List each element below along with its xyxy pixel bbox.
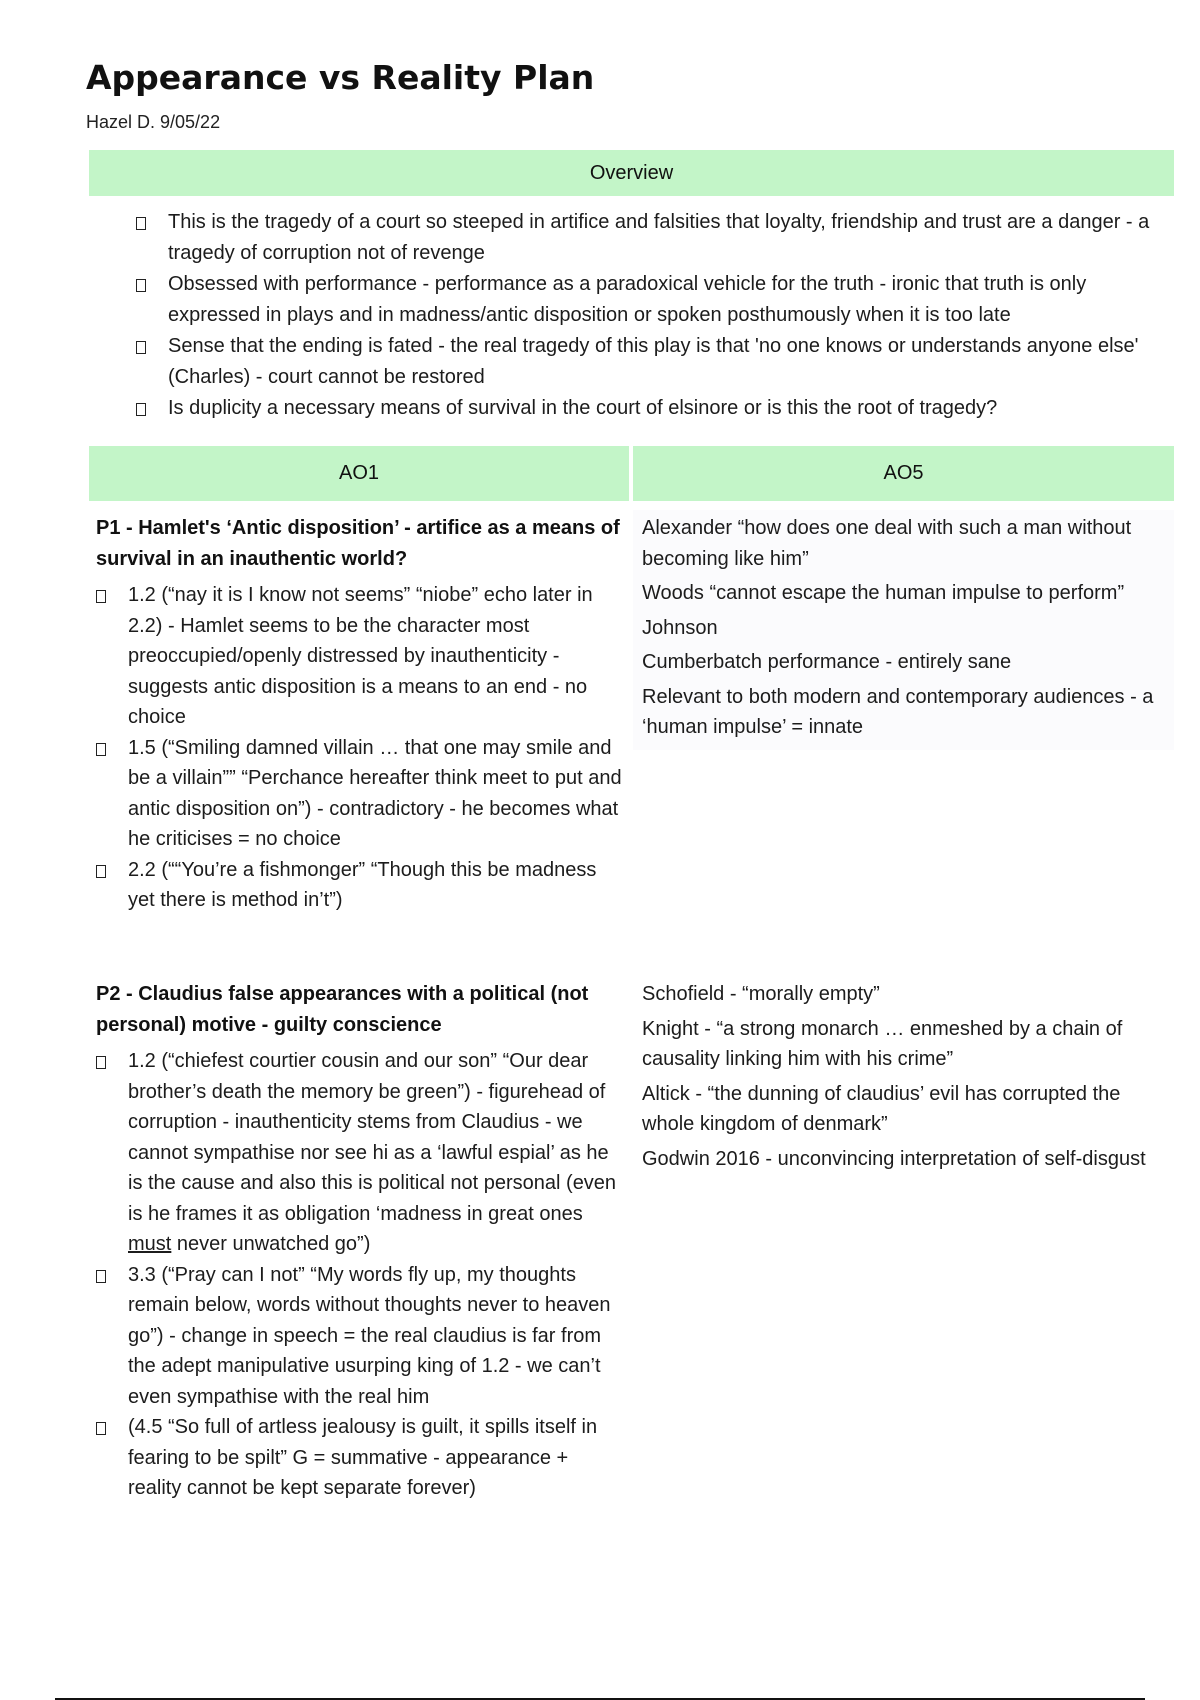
- author-date: Hazel D. 9/05/22: [86, 112, 221, 132]
- p1-point-text: 2.2 (““You’re a fishmonger” “Though this be madness yet there is method in’t”): [128, 858, 597, 911]
- page-title: Appearance vs Reality Plan: [86, 58, 595, 97]
- list-item: [96, 733, 626, 855]
- checkbox-icon: [136, 341, 146, 354]
- list-item: [96, 1260, 626, 1413]
- p2-ao1-cell: [96, 979, 626, 1504]
- list-item: [96, 580, 626, 733]
- p2-points: [96, 1046, 626, 1504]
- checkbox-icon: [136, 217, 146, 230]
- p2-heading: P2 - Claudius false appearances with a political (not personal) motive - guilty conscience: [96, 983, 589, 1036]
- critic-quote: Schofield - “morally empty”: [642, 983, 880, 1005]
- p1-ao5-cell: [642, 513, 1172, 747]
- critic-quote: Godwin 2016 - unconvincing interpretation of self-disgust: [642, 1147, 1146, 1170]
- p2-point-text: 3.3 (“Pray can I not” “My words fly up, my thoughts remain below, words without thoughts never to heaven go”) - change in speech = the real claudius is far from the adept manipulative usurping king of 1.2 - we can’t even sympathise with the real him: [128, 1263, 611, 1408]
- checkbox-icon: [96, 1270, 106, 1283]
- p1-point-text: 1.5 (“Smiling damned villain … that one may smile and be a villain”” “Perchance hereafter think meet to put and antic disposition on”) - contradictory - he becomes what he criticises = no choice: [128, 736, 622, 850]
- critic-quote: Cumberbatch performance - entirely sane: [642, 651, 1012, 673]
- underlined-word: must: [128, 1233, 172, 1255]
- checkbox-icon: [136, 279, 146, 292]
- checkbox-icon: [96, 590, 106, 603]
- ao1-column-heading: AO1: [89, 446, 629, 501]
- critic-quote: Altick - “the dunning of claudius’ evil has corrupted the whole kingdom of denmark”: [642, 1082, 1121, 1135]
- list-item: [136, 207, 1176, 268]
- p2-point-text: 1.2 (“chiefest courtier cousin and our son” “Our dear brother’s death the memory be green”) - figurehead of corruption - inauthenticity stems from Claudius - we cannot sympathise nor see hi as a ‘lawful espial’ as he is the cause and also this is political not personal (even is he frames it as obligation ‘madness in great ones: [128, 1050, 617, 1225]
- overview-list: [136, 207, 1176, 425]
- p1-ao1-cell: [96, 513, 626, 916]
- overview-point-text: This is the tragedy of a court so steeped in artifice and falsities that loyalty, friendship and trust are a danger - a tragedy of corruption not of revenge: [168, 211, 1150, 264]
- list-item: [136, 393, 1176, 424]
- critic-quote: Johnson: [642, 616, 718, 639]
- checkbox-icon: [136, 403, 146, 416]
- p1-points: [96, 580, 626, 916]
- list-item: [136, 331, 1176, 392]
- critic-quote: Alexander “how does one deal with such a man without becoming like him”: [642, 517, 1132, 570]
- overview-point-text: Sense that the ending is fated - the real tragedy of this play is that 'no one knows or understands anyone else' (Charles) - court cannot be restored: [168, 335, 1139, 388]
- p2-ao5-cell: [642, 979, 1172, 1178]
- ao5-column-heading: AO5: [633, 446, 1174, 501]
- overview-heading: Overview: [89, 150, 1174, 196]
- list-item: [96, 855, 626, 916]
- overview-point-text: Is duplicity a necessary means of survival in the court of elsinore or is this the root of tragedy?: [168, 397, 998, 419]
- list-item: [96, 1412, 626, 1504]
- p1-heading: P1 - Hamlet's ‘Antic disposition’ - artifice as a means of survival in an inauthentic world?: [96, 517, 620, 570]
- checkbox-icon: [96, 743, 106, 756]
- critic-quote: Woods “cannot escape the human impulse to perform”: [642, 582, 1125, 604]
- checkbox-icon: [96, 1056, 106, 1069]
- p2-point-text: (4.5 “So full of artless jealousy is guilt, it spills itself in fearing to be spilt” G = summative - appearance + reality cannot be kept separate forever): [128, 1416, 598, 1499]
- critic-quote: Knight - “a strong monarch … enmeshed by a chain of causality linking him with his crime”: [642, 1017, 1123, 1070]
- checkbox-icon: [96, 1422, 106, 1435]
- p1-point-text: 1.2 (“nay it is I know not seems” “niobe” echo later in 2.2) - Hamlet seems to be the character most preoccupied/openly distressed by inauthenticity - suggests antic disposition is a means to an end - no choice: [128, 584, 593, 728]
- critic-quote: Relevant to both modern and contemporary audiences - a ‘human impulse’ = innate: [642, 685, 1154, 738]
- overview-point-text: Obsessed with performance - performance as a paradoxical vehicle for the truth - ironic that truth is only expressed in plays and in madness/antic disposition or spoken posthumously when it is too late: [168, 273, 1087, 326]
- list-item: [136, 269, 1176, 330]
- checkbox-icon: [96, 865, 106, 878]
- list-item: [96, 1046, 626, 1260]
- p2-point-text-end: never unwatched go”): [171, 1233, 371, 1255]
